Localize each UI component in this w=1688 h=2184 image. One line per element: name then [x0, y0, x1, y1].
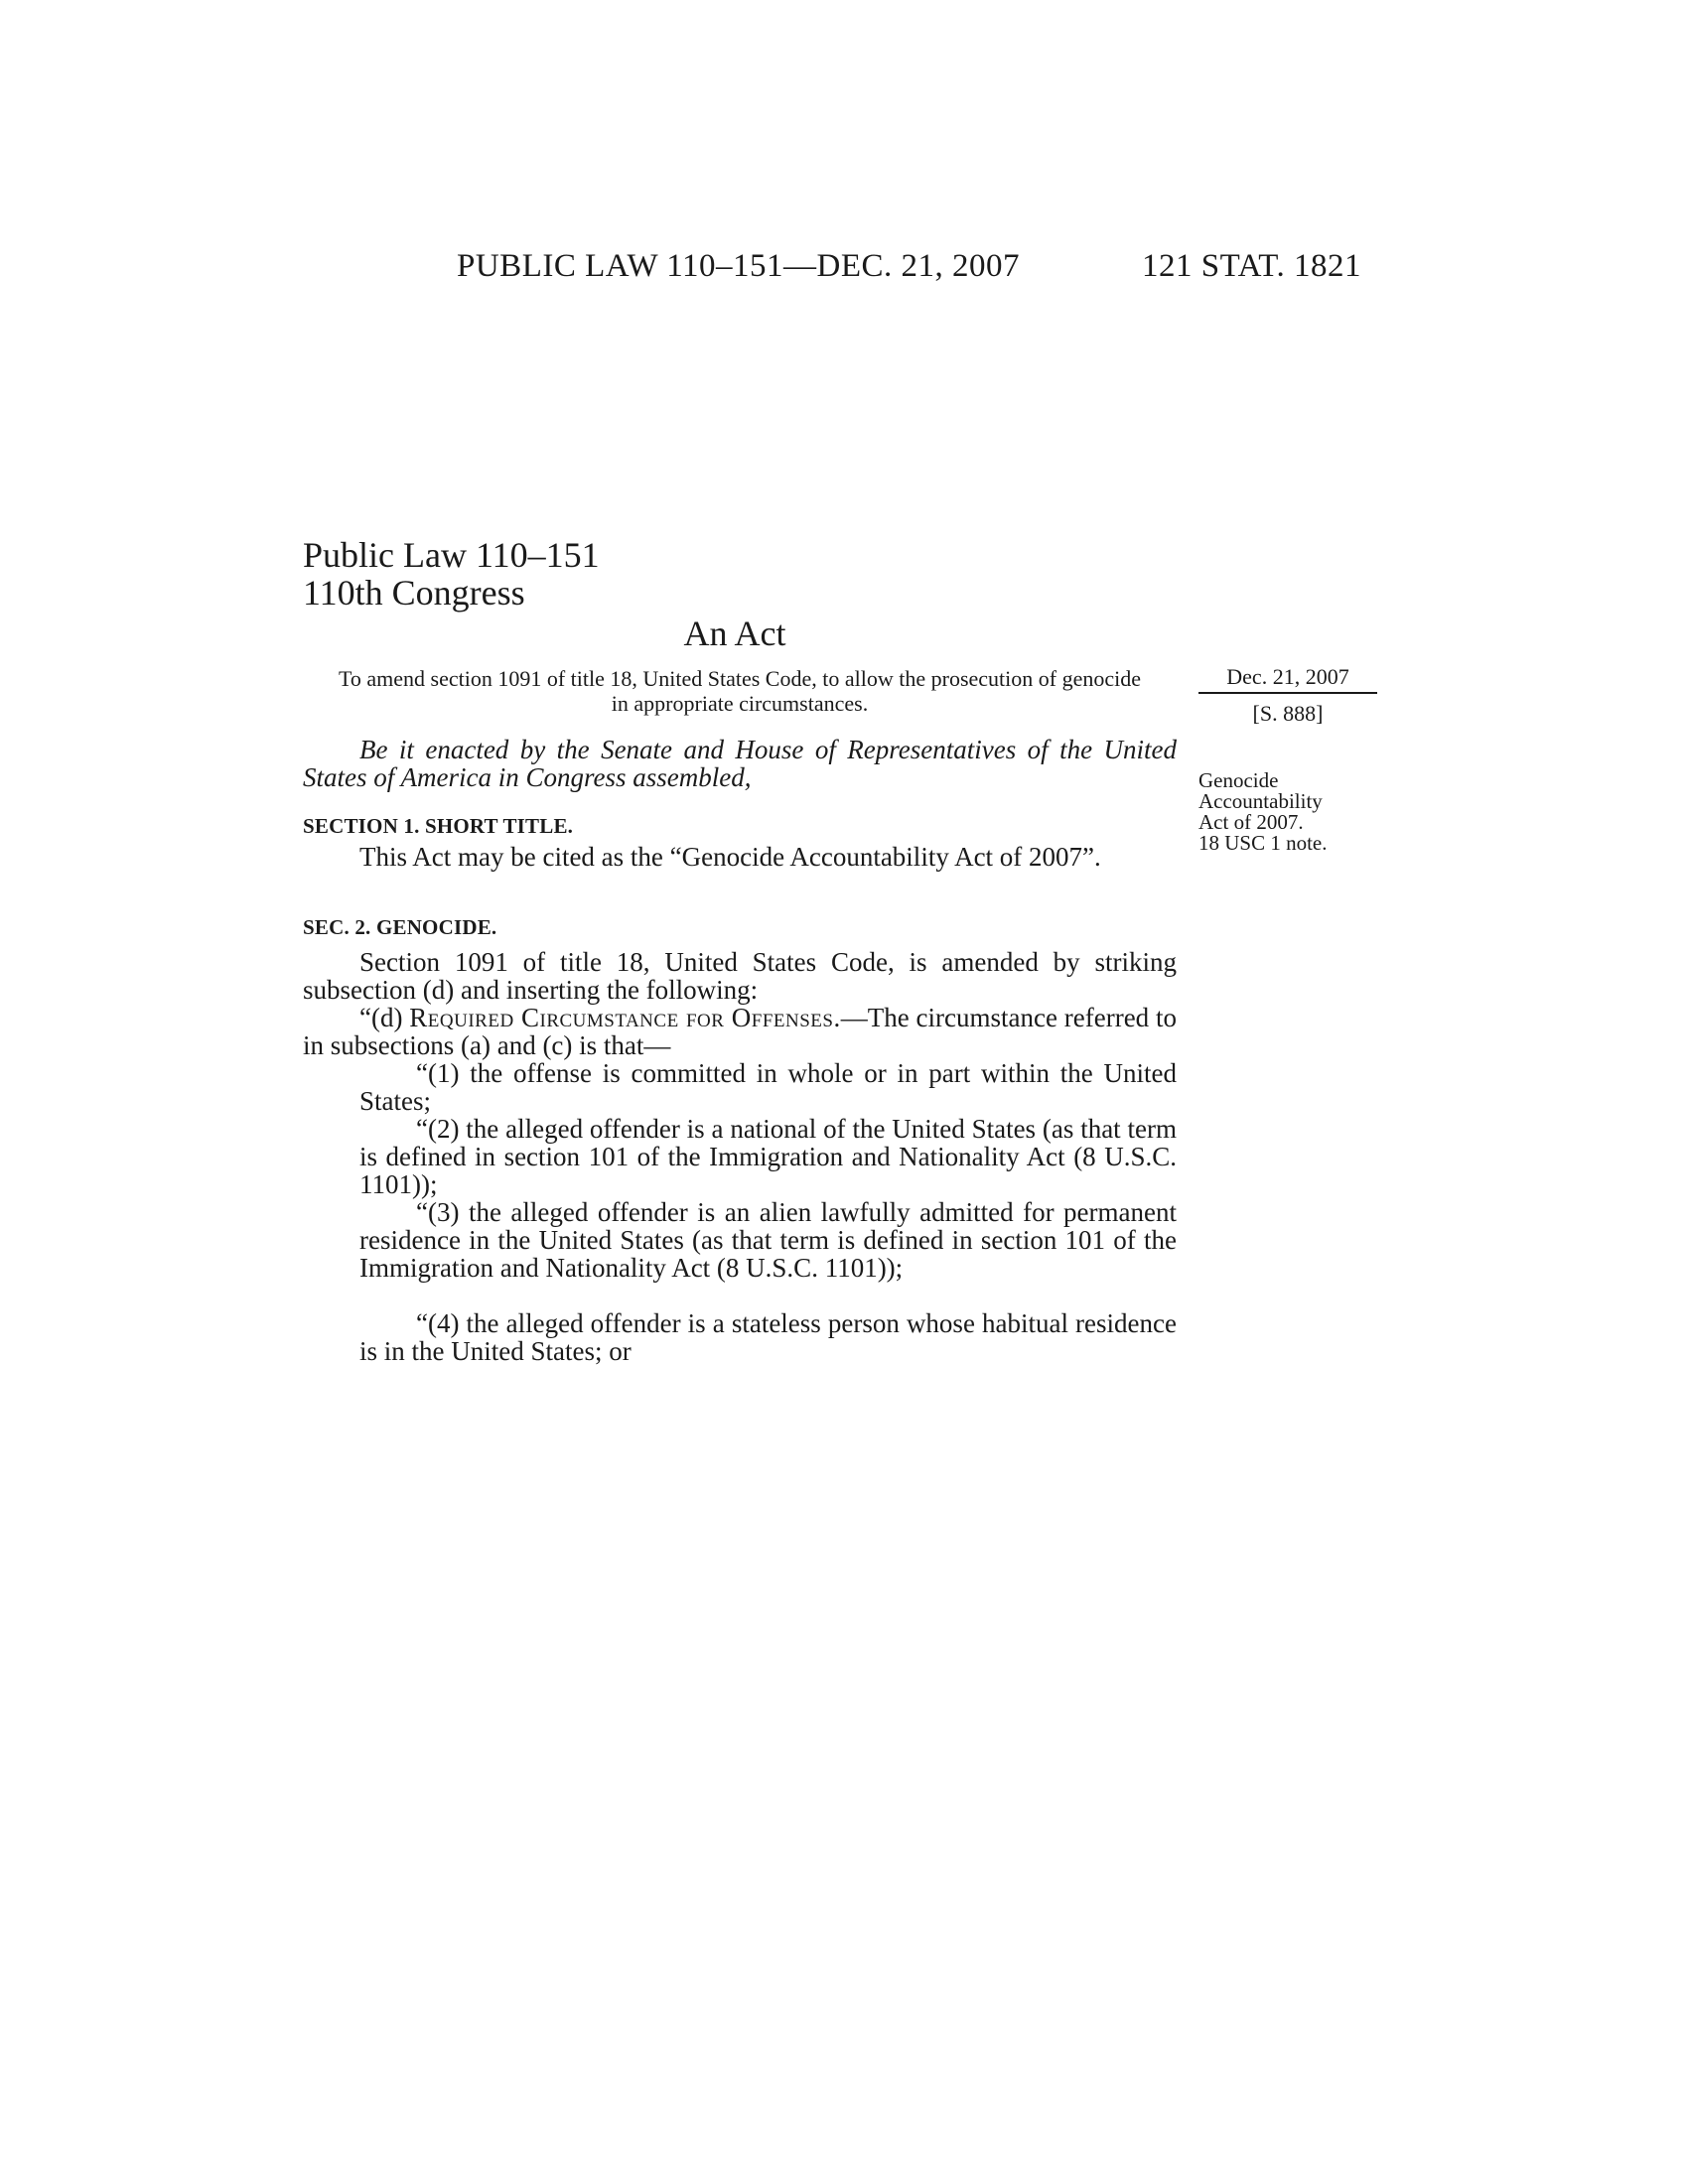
act-heading: An Act [683, 614, 786, 653]
margin-date: Dec. 21, 2007 [1226, 664, 1349, 689]
list-item: “(1) the offense is committed in whole or in part within the United States; [359, 1058, 1177, 1116]
list-item: “(4) the alleged offender is a stateless person whose habitual residence is in the United States; or [359, 1308, 1177, 1366]
margin-note-line: Accountability [1198, 789, 1323, 813]
subsection-d [303, 1004, 1177, 1059]
act-purpose: To amend section 1091 of title 18, United States Code, to allow the prosecution of genocide in appropriate circumstances. [338, 666, 1141, 716]
running-header-left: PUBLIC LAW 110–151—DEC. 21, 2007 [457, 248, 1021, 284]
congress: 110th Congress [303, 573, 525, 613]
list-item: “(3) the alleged offender is an alien lawfully admitted for permanent residence in the United States (as that term is defined in section 101 of the Immigration and Nationality Act (8 U.S.C. 1101)); [359, 1197, 1177, 1283]
section-2-text: Section 1091 of title 18, United States Code, is amended by striking subsection (d) and inserting the following: [303, 947, 1177, 1005]
list-item: “(2) the alleged offender is a national of the United States (as that term is defined in section 101 of the Immigration and Nationality Act (8 U.S.C. 1101)); [359, 1114, 1177, 1199]
section-2-heading: SEC. 2. GENOCIDE. [303, 915, 497, 939]
margin-note-line: Genocide [1198, 768, 1279, 792]
running-header-page: 121 STAT. 1821 [1142, 248, 1362, 284]
section-1-heading: SECTION 1. SHORT TITLE. [303, 814, 574, 838]
margin-short-title-note [1198, 770, 1328, 854]
subsection-d-prefix: “(d) [359, 1003, 403, 1032]
enacting-clause: Be it enacted by the Senate and House of Representatives of the United States of America in Congress assembled, [303, 735, 1177, 792]
margin-bill-number: [S. 888] [1252, 701, 1324, 726]
subsection-d-text: —The circumstance referred to in subsections (a) and (c) is that— [303, 1003, 1177, 1060]
section-1-text: This Act may be cited as the “Genocide Accountability Act of 2007”. [359, 842, 1101, 872]
margin-note-line: Act of 2007. [1198, 810, 1304, 834]
margin-divider [1198, 692, 1377, 694]
law-number: Public Law 110–151 [303, 535, 600, 575]
margin-note-line: 18 USC 1 note. [1198, 831, 1328, 855]
subsection-d-caption: Required Circumstance for Offenses. [409, 1003, 841, 1032]
